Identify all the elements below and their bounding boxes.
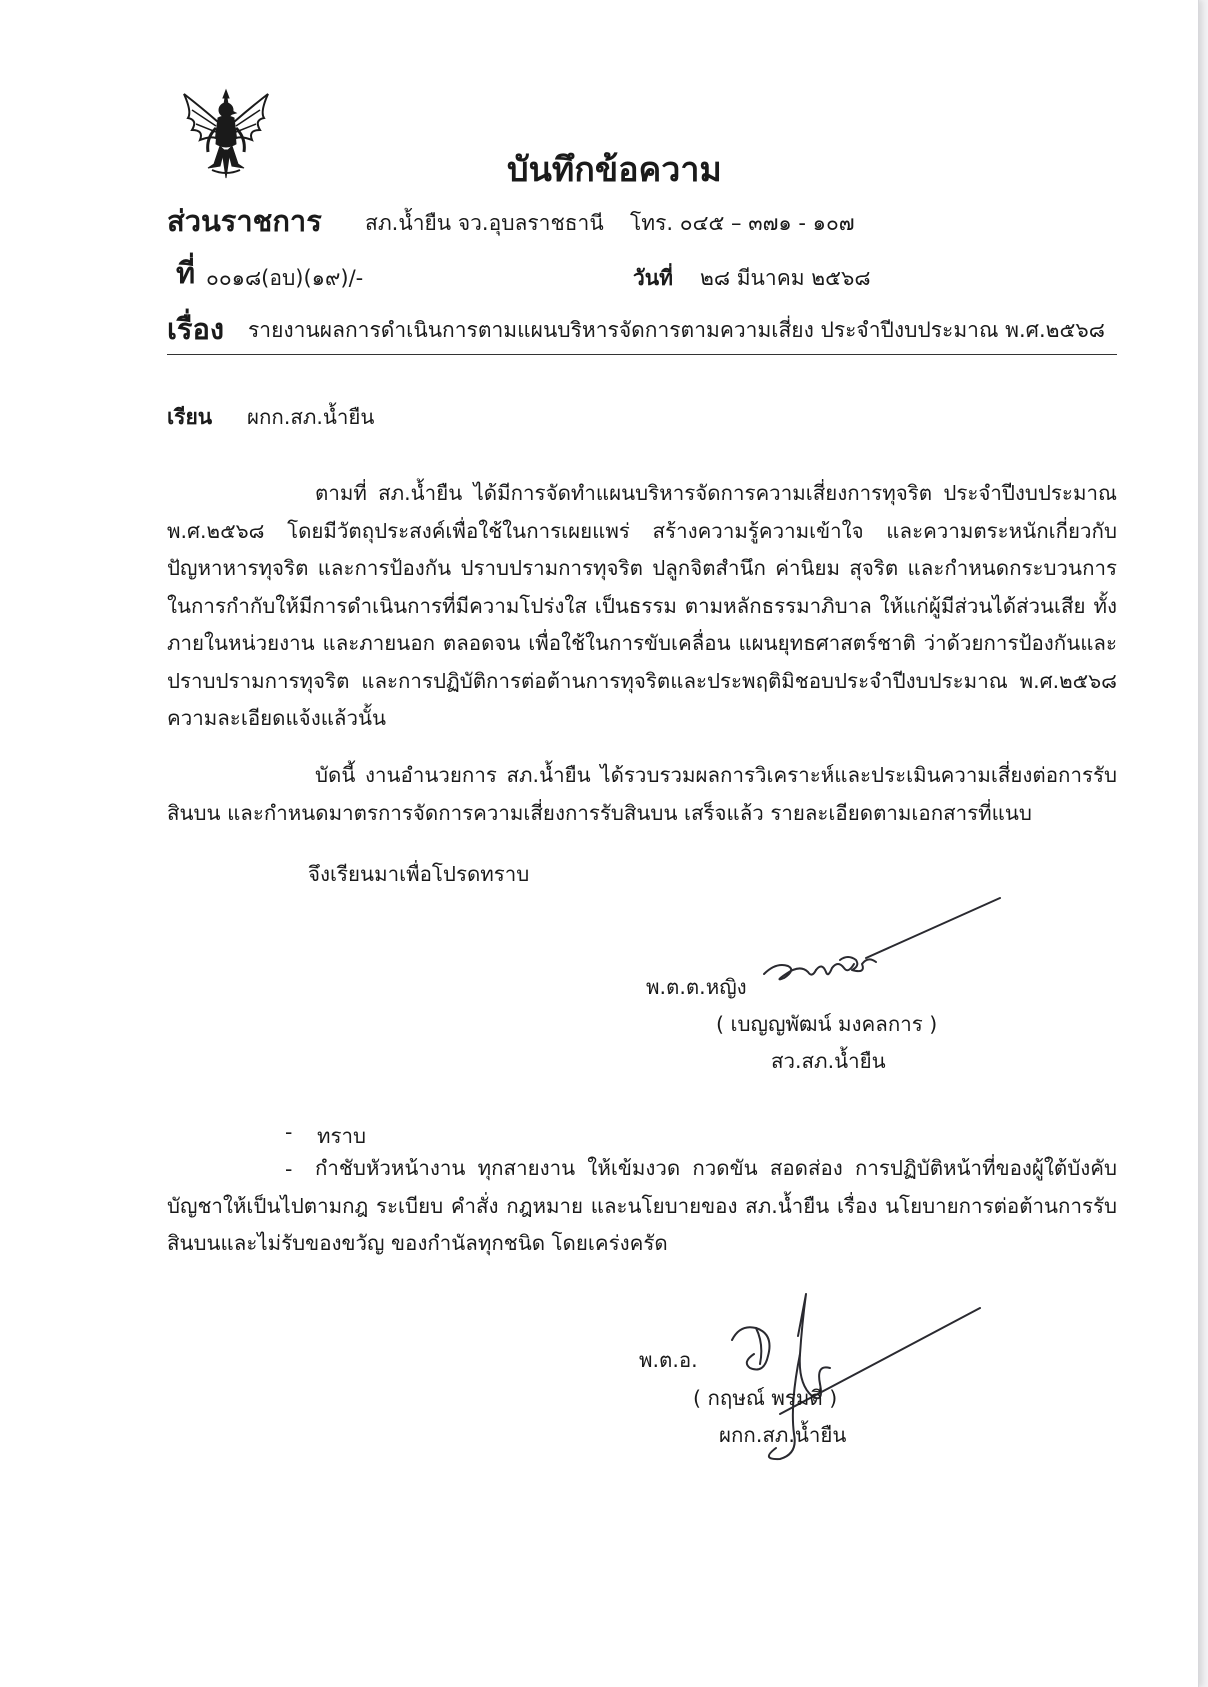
date-label: วันที่ <box>633 266 673 290</box>
agency-value: สภ.น้ำยืน จว.อุบลราชธานี <box>365 211 604 235</box>
subject-label: เรื่อง <box>167 312 225 346</box>
signature-1 <box>756 894 1006 986</box>
subject-value: รายงานผลการดำเนินการตามแผนบริหารจัดการตามความเสี่ยง ประจำปีงบประมาณ พ.ศ.๒๕๖๘ <box>248 318 1105 342</box>
signer1-position: สว.สภ.น้ำยืน <box>771 1049 886 1073</box>
signer2-name: ( กฤษณ์ พรมดี ) <box>693 1386 838 1410</box>
to-value: ผกก.สภ.น้ำยืน <box>247 405 375 429</box>
agency-label: ส่วนราชการ <box>167 204 322 238</box>
signer1-rank: พ.ต.ต.หญิง <box>646 975 747 999</box>
document-title: บันทึกข้อความ <box>507 150 722 190</box>
date-value: ๒๘ มีนาคม ๒๕๖๘ <box>700 266 871 290</box>
body-paragraph-2: บัดนี้ งานอำนวยการ สภ.น้ำยืน ได้รวบรวมผลการวิเคราะห์และประเมินความเสี่ยงต่อการรับสินบน และกำหนดมาตรการจัดการความเสี่ยงการรับสินบน เสร็จแล้ว รายละเอียดตามเอกสารที่แนบ <box>167 763 1117 825</box>
note-dash-1: - <box>285 1120 293 1144</box>
garuda-emblem-icon <box>178 88 274 180</box>
number-label: ที่ <box>176 256 196 290</box>
note-dash-2: - <box>285 1157 293 1181</box>
header-divider <box>167 354 1117 355</box>
signer2-position: ผกก.สภ.น้ำยืน <box>719 1423 847 1447</box>
note-line-2: กำชับหัวหน้างาน ทุกสายงาน ให้เข้มงวด กวดขัน สอดส่อง การปฏิบัติหน้าที่ของผู้ใต้บังคับบัญชาให้เป็นไปตามกฎ ระเบียบ คำสั่ง กฎหมาย และนโยบายของ สภ.น้ำยืน เรื่อง นโยบายการต่อต้านการรับสินบนและไม่รับของขวัญ ของกำนัลทุกชนิด โดยเคร่งครัด <box>167 1156 1117 1255</box>
signer1-name: ( เบญญพัฒน์ มงคลการ ) <box>716 1012 938 1036</box>
closing-line: จึงเรียนมาเพื่อโปรดทราบ <box>308 862 530 886</box>
to-label: เรียน <box>167 405 213 429</box>
phone-number: โทร. ๐๔๕ – ๓๗๑ - ๑๐๗ <box>630 211 855 235</box>
signer2-rank: พ.ต.อ. <box>639 1348 698 1372</box>
number-value: ๐๐๑๘(อบ)(๑๙)/- <box>206 266 364 290</box>
note-line-1: ทราบ <box>317 1124 367 1148</box>
body-paragraph-1: ตามที่ สภ.น้ำยืน ได้มีการจัดทำแผนบริหารจัดการความเสี่ยงการทุจริต ประจำปีงบประมาณ พ.ศ.๒๕๖๘ โดยมีวัตถุประสงค์เพื่อใช้ในการเผยแพร่ สร้างความรู้ความเข้าใจ และความตระหนักเกี่ยวกับปัญหาหารทุจริต และการป้องกัน ปราบปรามการทุจริต ปลูกจิตสำนึก ค่านิยม สุจริต และกำหนดกระบวนการในการกำกับให้มีการดำเนินการที่มีความโปร่งใส เป็นธรรม ตามหลักธรรมาภิบาล ให้แก่ผู้มีส่วนได้ส่วนเสีย ทั้งภายในหน่วยงาน และภายนอก ตลอดจน เพื่อใช้ในการขับเคลื่อน แผนยุทธศาสตร์ชาติ ว่าด้วยการป้องกันและปราบปรามการทุจริต และการปฏิบัติการต่อต้านการทุจริตและประพฤติมิชอบประจำปีงบประมาณ พ.ศ.๒๕๖๘ ความละเอียดแจ้งแล้วนั้น <box>167 481 1117 730</box>
